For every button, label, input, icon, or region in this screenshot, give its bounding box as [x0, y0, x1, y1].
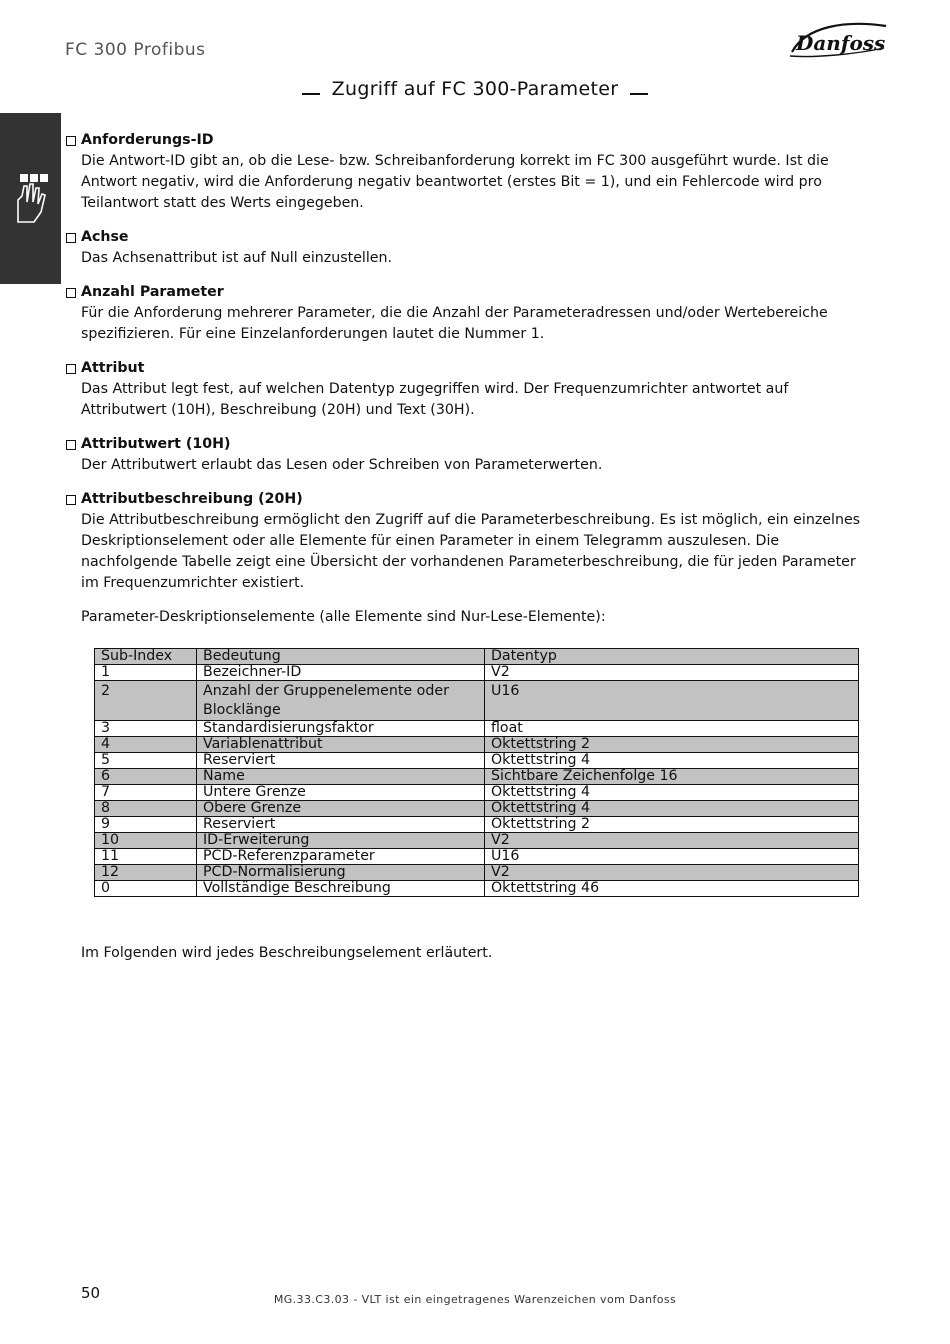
section-body: Der Attributwert erlaubt das Lesen oder Schreiben von Parameterwerten. — [81, 457, 603, 473]
svg-text:Danfoss: Danfoss — [796, 31, 886, 55]
section-body: Das Attribut legt fest, auf welchen Datentyp zugegriffen wird. Der Frequenzumrichter antwortet auf Attributwert (10H), Beschreibung (20H) und Text (30H). — [81, 381, 789, 418]
table-header-row — [95, 649, 859, 665]
section-title: Attribut — [81, 360, 145, 376]
chapter-title-text: Zugriff auf FC 300-Parameter — [331, 78, 619, 100]
checkbox-bullet-icon — [66, 233, 76, 243]
table-cell: PCD-Normalisierung — [197, 865, 485, 881]
table-cell: 11 — [95, 849, 197, 865]
section-anforderungs-id — [64, 130, 864, 214]
title-dash-left — [302, 93, 320, 95]
table-row — [95, 833, 859, 849]
table-cell: Reserviert — [197, 753, 485, 769]
table-cell: PCD-Referenzparameter — [197, 849, 485, 865]
page-number: 50 — [81, 1284, 101, 1302]
table-cell: V2 — [485, 665, 859, 681]
checkbox-bullet-icon — [66, 136, 76, 146]
table-cell: 5 — [95, 753, 197, 769]
title-dash-right — [630, 93, 648, 95]
section-attributbeschreibung — [64, 489, 864, 594]
checkbox-bullet-icon — [66, 495, 76, 505]
table-cell: float — [485, 721, 859, 737]
section-anzahl-parameter — [64, 282, 864, 345]
checkbox-bullet-icon — [66, 364, 76, 374]
table-cell: 9 — [95, 817, 197, 833]
table-intro: Parameter-Deskriptionselemente (alle Elemente sind Nur-Lese-Elemente): — [81, 609, 606, 625]
section-body: Für die Anforderung mehrerer Parameter, die die Anzahl der Parameteradressen und/oder Wertebereiche spezifizieren. Für eine Einzelanforderungen lautet die Nummer 1. — [81, 305, 828, 342]
section-title: Anzahl Parameter — [81, 284, 224, 300]
table-cell: 7 — [95, 785, 197, 801]
table-row — [95, 865, 859, 881]
table-header-cell: Bedeutung — [197, 649, 485, 665]
table-cell: 1 — [95, 665, 197, 681]
chapter-title — [0, 78, 950, 100]
table-cell: Reserviert — [197, 817, 485, 833]
section-achse — [64, 227, 864, 269]
table-header-cell: Datentyp — [485, 649, 859, 665]
table-row — [95, 849, 859, 865]
section-title: Attributwert (10H) — [81, 436, 231, 452]
table-row — [95, 881, 859, 897]
footer-text: MG.33.C3.03 - VLT ist ein eingetragenes Warenzeichen vom Danfoss — [273, 1293, 677, 1306]
table-row — [95, 785, 859, 801]
table-cell: Name — [197, 769, 485, 785]
table-cell: Standardisierungsfaktor — [197, 721, 485, 737]
table-cell: Oktettstring 2 — [485, 737, 859, 753]
table-cell: 10 — [95, 833, 197, 849]
table-cell: Oktettstring 2 — [485, 817, 859, 833]
danfoss-logo — [786, 18, 890, 62]
table-cell: Oktettstring 4 — [485, 753, 859, 769]
table-cell: U16 — [485, 849, 859, 865]
table-cell: 2 — [95, 681, 197, 721]
table-row — [95, 769, 859, 785]
table-outro: Im Folgenden wird jedes Beschreibungselement erläutert. — [81, 945, 493, 962]
parameter-description-table — [94, 648, 859, 897]
section-title: Attributbeschreibung (20H) — [81, 491, 303, 507]
table-cell: 12 — [95, 865, 197, 881]
checkbox-bullet-icon — [66, 440, 76, 450]
table-cell: Oktettstring 46 — [485, 881, 859, 897]
section-body: Das Achsenattribut ist auf Null einzustellen. — [81, 250, 393, 266]
table-row — [95, 665, 859, 681]
table-cell: U16 — [485, 681, 859, 721]
table-row — [95, 737, 859, 753]
section-attributwert — [64, 434, 864, 476]
table-row — [95, 681, 859, 721]
table-cell: Variablenattribut — [197, 737, 485, 753]
table-cell: 0 — [95, 881, 197, 897]
document-header-product: FC 300 Profibus — [65, 40, 206, 60]
section-body: Die Attributbeschreibung ermöglicht den Zugriff auf die Parameterbeschreibung. Es ist möglich, ein einzelnes Deskriptionselement oder alle Elemente für einen Parameter in einem Telegramm auszulesen. Die nachfolgende Tabelle zeigt eine Übersicht der vorhandenen Parameterbeschreibung, die für jeden Parameter im Frequenzumrichter existiert. — [81, 512, 861, 591]
table-cell: Sichtbare Zeichenfolge 16 — [485, 769, 859, 785]
table-cell: Bezeichner-ID — [197, 665, 485, 681]
section-title: Anforderungs-ID — [81, 132, 214, 148]
table-cell: Untere Grenze — [197, 785, 485, 801]
table-cell: ID-Erweiterung — [197, 833, 485, 849]
table-row — [95, 721, 859, 737]
table-cell: V2 — [485, 865, 859, 881]
table-cell: Oktettstring 4 — [485, 801, 859, 817]
table-row — [95, 801, 859, 817]
document-body — [64, 130, 864, 628]
table-cell: 4 — [95, 737, 197, 753]
table-cell: V2 — [485, 833, 859, 849]
hand-pointing-keypad-icon — [14, 168, 48, 224]
table-cell: 6 — [95, 769, 197, 785]
table-header-cell: Sub-Index — [95, 649, 197, 665]
section-attribut — [64, 358, 864, 421]
table-cell: Obere Grenze — [197, 801, 485, 817]
table-row — [95, 753, 859, 769]
table-row — [95, 817, 859, 833]
section-title: Achse — [81, 229, 129, 245]
table-cell: Anzahl der Gruppenelemente oder Blocklänge — [197, 681, 485, 721]
chapter-side-tab — [0, 113, 61, 284]
section-body: Die Antwort-ID gibt an, ob die Lese- bzw. Schreibanforderung korrekt im FC 300 ausgeführt wurde. Ist die Antwort negativ, wird die Anforderung negativ beantwortet (erstes Bit = 1), und ein Fehlercode wird pro Teilantwort statt des Werts eingegeben. — [81, 153, 829, 211]
table-cell: Vollständige Beschreibung — [197, 881, 485, 897]
checkbox-bullet-icon — [66, 288, 76, 298]
table-cell: Oktettstring 4 — [485, 785, 859, 801]
table-cell: 3 — [95, 721, 197, 737]
table-cell: 8 — [95, 801, 197, 817]
